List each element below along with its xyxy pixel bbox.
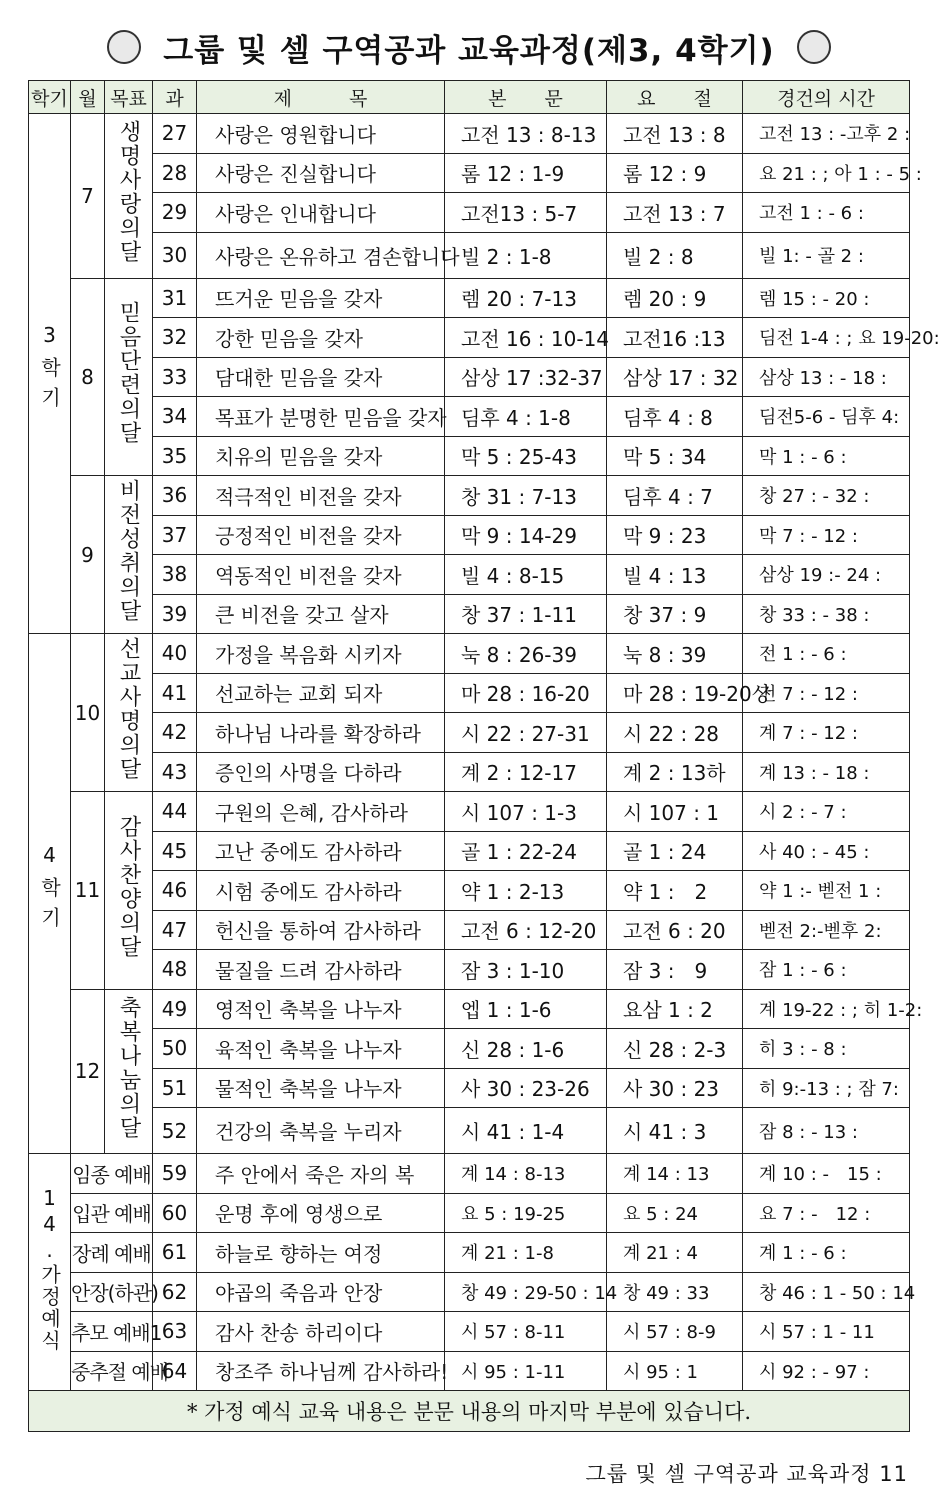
lesson-number: 36 xyxy=(153,476,197,516)
goal-label: 믿음단련의달 xyxy=(116,301,141,446)
memory-verse: 롬 12 : 9 xyxy=(607,153,743,193)
scripture-text: 계 21 : 1-8 xyxy=(445,1233,607,1273)
service-type: 중추절 예배 xyxy=(71,1351,153,1391)
table-row xyxy=(29,713,910,753)
table-row xyxy=(29,1193,910,1233)
circle-left-icon xyxy=(107,30,141,64)
lesson-number: 37 xyxy=(153,515,197,555)
lesson-title: 주 안에서 죽은 자의 복 xyxy=(197,1154,445,1194)
lesson-number: 42 xyxy=(153,713,197,753)
footnote: * 가정 예식 교육 내용은 분문 내용의 마지막 부분에 있습니다. xyxy=(29,1391,910,1432)
memory-verse: 골 1 : 24 xyxy=(607,831,743,871)
lesson-title: 사랑은 인내합니다 xyxy=(197,193,445,233)
lesson-title: 큰 비전을 갖고 살자 xyxy=(197,594,445,634)
lesson-title: 고난 중에도 감사하라 xyxy=(197,831,445,871)
memory-verse: 고전16 :13 xyxy=(607,318,743,358)
semester-label: 3학기 xyxy=(37,323,62,417)
devotion-reading: 막 1 : - 6 : xyxy=(743,436,910,476)
scripture-text: 고전13 : 5-7 xyxy=(445,193,607,233)
lesson-number: 63 xyxy=(153,1312,197,1352)
lesson-number: 27 xyxy=(153,114,197,154)
table-row xyxy=(29,232,910,278)
header-row xyxy=(29,81,910,114)
table-row xyxy=(29,318,910,358)
table-row xyxy=(29,476,910,516)
table-row xyxy=(29,1154,910,1194)
lesson-number: 38 xyxy=(153,555,197,595)
col-subject: 제 목 xyxy=(197,81,445,114)
footnote-row xyxy=(29,1391,910,1432)
service-type: 입관 예배 xyxy=(71,1193,153,1233)
lesson-title: 육적인 축복을 나누자 xyxy=(197,1029,445,1069)
table-row xyxy=(29,193,910,233)
month-cell: 8 xyxy=(71,278,105,476)
goal-cell xyxy=(105,278,153,476)
col-semester: 학기 xyxy=(29,81,71,114)
lesson-number: 60 xyxy=(153,1193,197,1233)
lesson-title: 선교하는 교회 되자 xyxy=(197,673,445,713)
service-type: 임종 예배 xyxy=(71,1154,153,1194)
lesson-title: 사랑은 온유하고 겸손합니다 xyxy=(197,232,445,278)
devotion-reading: 빌 1: - 골 2 : xyxy=(743,232,910,278)
goal-label: 선교사명의달 xyxy=(116,637,141,781)
scripture-text: 창 37 : 1-11 xyxy=(445,594,607,634)
memory-verse: 시 107 : 1 xyxy=(607,792,743,832)
table-row xyxy=(29,114,910,154)
devotion-reading: 계 1 : - 6 : xyxy=(743,1233,910,1273)
memory-verse: 계 14 : 13 xyxy=(607,1154,743,1194)
devotion-reading: 전 1 : - 6 : xyxy=(743,634,910,674)
memory-verse: 약 1 : 2 xyxy=(607,871,743,911)
memory-verse: 시 57 : 8-9 xyxy=(607,1312,743,1352)
memory-verse: 렘 20 : 9 xyxy=(607,278,743,318)
devotion-reading: 창 46 : 1 - 50 : 14 xyxy=(743,1272,910,1312)
table-row xyxy=(29,278,910,318)
lesson-title: 시험 중에도 감사하라 xyxy=(197,871,445,911)
table-row xyxy=(29,357,910,397)
lesson-number: 34 xyxy=(153,397,197,437)
table-row xyxy=(29,634,910,674)
goal-cell xyxy=(105,989,153,1154)
devotion-reading: 히 3 : - 8 : xyxy=(743,1029,910,1069)
semester-cell xyxy=(29,634,71,1154)
semester-cell xyxy=(29,114,71,634)
lesson-title: 영적인 축복을 나누자 xyxy=(197,989,445,1029)
table-row xyxy=(29,673,910,713)
col-devotion: 경건의 시간 xyxy=(743,81,910,114)
scripture-text: 시 57 : 8-11 xyxy=(445,1312,607,1352)
col-month: 월 xyxy=(71,81,105,114)
scripture-text: 딤후 4 : 1-8 xyxy=(445,397,607,437)
lesson-title: 야곱의 죽음과 안장 xyxy=(197,1272,445,1312)
lesson-number: 49 xyxy=(153,989,197,1029)
title-bar xyxy=(0,22,938,72)
goal-cell xyxy=(105,476,153,634)
lesson-title: 강한 믿음을 갖자 xyxy=(197,318,445,358)
devotion-reading: 약 1 :- 벧전 1 : xyxy=(743,871,910,911)
scripture-text: 마 28 : 16-20 xyxy=(445,673,607,713)
lesson-number: 31 xyxy=(153,278,197,318)
lesson-title: 하나님 나라를 확장하라 xyxy=(197,713,445,753)
col-verse: 요 절 xyxy=(607,81,743,114)
table-row xyxy=(29,752,910,792)
lesson-title: 물질을 드려 감사하라 xyxy=(197,950,445,990)
scripture-text: 시 41 : 1-4 xyxy=(445,1108,607,1154)
scripture-text: 고전 16 : 10-14 xyxy=(445,318,607,358)
month-cell: 9 xyxy=(71,476,105,634)
scripture-text: 골 1 : 22-24 xyxy=(445,831,607,871)
devotion-reading: 렘 15 : - 20 : xyxy=(743,278,910,318)
table-row xyxy=(29,989,910,1029)
table-row xyxy=(29,1029,910,1069)
lesson-title: 구원의 은혜, 감사하라 xyxy=(197,792,445,832)
scripture-text: 고전 6 : 12-20 xyxy=(445,910,607,950)
lesson-number: 35 xyxy=(153,436,197,476)
lesson-title: 증인의 사명을 다하라 xyxy=(197,752,445,792)
scripture-text: 잠 3 : 1-10 xyxy=(445,950,607,990)
lesson-title: 담대한 믿음을 갖자 xyxy=(197,357,445,397)
family-rites-label: 14.가정예식 xyxy=(37,1185,62,1352)
scripture-text: 롬 12 : 1-9 xyxy=(445,153,607,193)
goal-label: 축복나눔의달 xyxy=(116,995,141,1140)
scripture-text: 창 49 : 29-50 : 14 xyxy=(445,1272,607,1312)
lesson-title: 사랑은 진실합니다 xyxy=(197,153,445,193)
memory-verse: 사 30 : 23 xyxy=(607,1068,743,1108)
devotion-reading: 사 40 : - 45 : xyxy=(743,831,910,871)
lesson-number: 47 xyxy=(153,910,197,950)
devotion-reading: 삼상 19 :- 24 : xyxy=(743,555,910,595)
month-cell: 12 xyxy=(71,989,105,1154)
lesson-title: 뜨거운 믿음을 갖자 xyxy=(197,278,445,318)
service-type: 장례 예배 xyxy=(71,1233,153,1273)
service-type: 안장(하관) xyxy=(71,1272,153,1312)
table-row xyxy=(29,831,910,871)
memory-verse: 창 37 : 9 xyxy=(607,594,743,634)
goal-label: 생명사랑의달 xyxy=(116,120,141,265)
devotion-reading: 전 7 : - 12 : xyxy=(743,673,910,713)
lesson-number: 30 xyxy=(153,232,197,278)
scripture-text: 시 22 : 27-31 xyxy=(445,713,607,753)
table-row xyxy=(29,515,910,555)
devotion-reading: 계 13 : - 18 : xyxy=(743,752,910,792)
table-row xyxy=(29,436,910,476)
lesson-number: 28 xyxy=(153,153,197,193)
col-goal: 목표 xyxy=(105,81,153,114)
devotion-reading: 계 19-22 : ; 히 1-2: xyxy=(743,989,910,1029)
month-cell: 10 xyxy=(71,634,105,792)
table-row xyxy=(29,594,910,634)
table-row xyxy=(29,792,910,832)
service-type: 추모 예배1 xyxy=(71,1312,153,1352)
lesson-number: 41 xyxy=(153,673,197,713)
table-row xyxy=(29,153,910,193)
devotion-reading: 삼상 13 : - 18 : xyxy=(743,357,910,397)
devotion-reading: 시 92 : - 97 : xyxy=(743,1351,910,1391)
devotion-reading: 계 7 : - 12 : xyxy=(743,713,910,753)
memory-verse: 요 5 : 24 xyxy=(607,1193,743,1233)
lesson-number: 52 xyxy=(153,1108,197,1154)
scripture-text: 사 30 : 23-26 xyxy=(445,1068,607,1108)
memory-verse: 시 22 : 28 xyxy=(607,713,743,753)
goal-cell xyxy=(105,114,153,279)
lesson-title: 건강의 축복을 누리자 xyxy=(197,1108,445,1154)
lesson-title: 물적인 축복을 나누자 xyxy=(197,1068,445,1108)
table-row xyxy=(29,910,910,950)
scripture-text: 빌 2 : 1-8 xyxy=(445,232,607,278)
lesson-number: 40 xyxy=(153,634,197,674)
devotion-reading: 요 21 : ; 아 1 : - 5 : xyxy=(743,153,910,193)
table-row xyxy=(29,1068,910,1108)
memory-verse: 고전 6 : 20 xyxy=(607,910,743,950)
memory-verse: 요삼 1 : 2 xyxy=(607,989,743,1029)
memory-verse: 빌 4 : 13 xyxy=(607,555,743,595)
memory-verse: 빌 2 : 8 xyxy=(607,232,743,278)
page-title: 그룹 및 셀 구역공과 교육과정(제3, 4학기) xyxy=(163,32,775,69)
lesson-title: 감사 찬송 하리이다 xyxy=(197,1312,445,1352)
lesson-number: 48 xyxy=(153,950,197,990)
lesson-number: 51 xyxy=(153,1068,197,1108)
devotion-reading: 잠 1 : - 6 : xyxy=(743,950,910,990)
memory-verse: 막 9 : 23 xyxy=(607,515,743,555)
goal-label: 비전성취의달 xyxy=(116,479,141,623)
table-row xyxy=(29,1351,910,1391)
lesson-number: 61 xyxy=(153,1233,197,1273)
memory-verse: 계 2 : 13하 xyxy=(607,752,743,792)
scripture-text: 시 107 : 1-3 xyxy=(445,792,607,832)
scripture-text: 고전 13 : 8-13 xyxy=(445,114,607,154)
lesson-title: 헌신을 통하여 감사하라 xyxy=(197,910,445,950)
scripture-text: 렘 20 : 7-13 xyxy=(445,278,607,318)
lesson-number: 64 xyxy=(153,1351,197,1391)
scripture-text: 계 14 : 8-13 xyxy=(445,1154,607,1194)
memory-verse: 눅 8 : 39 xyxy=(607,634,743,674)
table-body xyxy=(29,114,940,1391)
lesson-title: 가정을 복음화 시키자 xyxy=(197,634,445,674)
curriculum-table xyxy=(28,80,940,1432)
table-row xyxy=(29,1312,910,1352)
memory-verse: 잠 3 : 9 xyxy=(607,950,743,990)
scripture-text: 약 1 : 2-13 xyxy=(445,871,607,911)
lesson-number: 29 xyxy=(153,193,197,233)
devotion-reading: 벧전 2:-벧후 2: xyxy=(743,910,910,950)
devotion-reading: 딤전5-6 - 딤후 4: xyxy=(743,397,910,437)
scripture-text: 막 5 : 25-43 xyxy=(445,436,607,476)
memory-verse: 딤후 4 : 7 xyxy=(607,476,743,516)
memory-verse: 삼상 17 : 32 xyxy=(607,357,743,397)
scripture-text: 빌 4 : 8-15 xyxy=(445,555,607,595)
scripture-text: 시 95 : 1-11 xyxy=(445,1351,607,1391)
circle-right-icon xyxy=(797,30,831,64)
footer-page-number: 11 xyxy=(879,1462,908,1486)
scripture-text: 계 2 : 12-17 xyxy=(445,752,607,792)
memory-verse: 시 41 : 3 xyxy=(607,1108,743,1154)
table-row xyxy=(29,1233,910,1273)
lesson-number: 39 xyxy=(153,594,197,634)
memory-verse: 마 28 : 19-20상 xyxy=(607,673,743,713)
lesson-title: 목표가 분명한 믿음을 갖자 xyxy=(197,397,445,437)
table-row xyxy=(29,1272,910,1312)
lesson-number: 32 xyxy=(153,318,197,358)
table-row xyxy=(29,871,910,911)
devotion-reading: 시 57 : 1 - 11 xyxy=(743,1312,910,1352)
lesson-title: 창조주 하나님께 감사하라! xyxy=(197,1351,445,1391)
devotion-reading: 창 33 : - 38 : xyxy=(743,594,910,634)
semester-label: 4학기 xyxy=(37,843,62,937)
page-footer xyxy=(585,1458,908,1488)
goal-cell xyxy=(105,792,153,990)
scripture-text: 삼상 17 :32-37 xyxy=(445,357,607,397)
memory-verse: 계 21 : 4 xyxy=(607,1233,743,1273)
lesson-title: 하늘로 향하는 여정 xyxy=(197,1233,445,1273)
lesson-number: 45 xyxy=(153,831,197,871)
lesson-title: 긍정적인 비전을 갖자 xyxy=(197,515,445,555)
devotion-reading: 창 27 : - 32 : xyxy=(743,476,910,516)
lesson-title: 사랑은 영원합니다 xyxy=(197,114,445,154)
devotion-reading: 딤전 1-4 : ; 요 19-20: xyxy=(743,318,910,358)
memory-verse: 신 28 : 2-3 xyxy=(607,1029,743,1069)
memory-verse: 시 95 : 1 xyxy=(607,1351,743,1391)
devotion-reading: 막 7 : - 12 : xyxy=(743,515,910,555)
lesson-number: 46 xyxy=(153,871,197,911)
lesson-number: 33 xyxy=(153,357,197,397)
memory-verse: 고전 13 : 7 xyxy=(607,193,743,233)
goal-cell xyxy=(105,634,153,792)
lesson-number: 62 xyxy=(153,1272,197,1312)
lesson-title: 운명 후에 영생으로 xyxy=(197,1193,445,1233)
scripture-text: 신 28 : 1-6 xyxy=(445,1029,607,1069)
devotion-reading: 히 9:-13 : ; 잠 7: xyxy=(743,1068,910,1108)
scripture-text: 창 31 : 7-13 xyxy=(445,476,607,516)
devotion-reading: 잠 8 : - 13 : xyxy=(743,1108,910,1154)
memory-verse: 딤후 4 : 8 xyxy=(607,397,743,437)
scripture-text: 눅 8 : 26-39 xyxy=(445,634,607,674)
scripture-text: 막 9 : 14-29 xyxy=(445,515,607,555)
devotion-reading: 요 7 : - 12 : xyxy=(743,1193,910,1233)
lesson-number: 50 xyxy=(153,1029,197,1069)
memory-verse: 고전 13 : 8 xyxy=(607,114,743,154)
scripture-text: 엡 1 : 1-6 xyxy=(445,989,607,1029)
lesson-number: 59 xyxy=(153,1154,197,1194)
table-row xyxy=(29,397,910,437)
lesson-number: 44 xyxy=(153,792,197,832)
devotion-reading: 고전 13 : -고후 2 : xyxy=(743,114,910,154)
month-cell: 11 xyxy=(71,792,105,990)
goal-label: 감사찬양의달 xyxy=(116,814,141,959)
lesson-number: 43 xyxy=(153,752,197,792)
devotion-reading: 고전 1 : - 6 : xyxy=(743,193,910,233)
scripture-text: 요 5 : 19-25 xyxy=(445,1193,607,1233)
table-row xyxy=(29,555,910,595)
month-cell: 7 xyxy=(71,114,105,279)
col-text: 본 문 xyxy=(445,81,607,114)
lesson-title: 치유의 믿음을 갖자 xyxy=(197,436,445,476)
table-row xyxy=(29,950,910,990)
lesson-title: 적극적인 비전을 갖자 xyxy=(197,476,445,516)
family-rites-cell xyxy=(29,1154,71,1391)
footer-book-title: 그룹 및 셀 구역공과 교육과정 xyxy=(585,1462,872,1486)
devotion-reading: 시 2 : - 7 : xyxy=(743,792,910,832)
devotion-reading: 계 10 : - 15 : xyxy=(743,1154,910,1194)
table-row xyxy=(29,1108,910,1154)
lesson-title: 역동적인 비전을 갖자 xyxy=(197,555,445,595)
col-lesson: 과 xyxy=(153,81,197,114)
memory-verse: 막 5 : 34 xyxy=(607,436,743,476)
memory-verse: 창 49 : 33 xyxy=(607,1272,743,1312)
